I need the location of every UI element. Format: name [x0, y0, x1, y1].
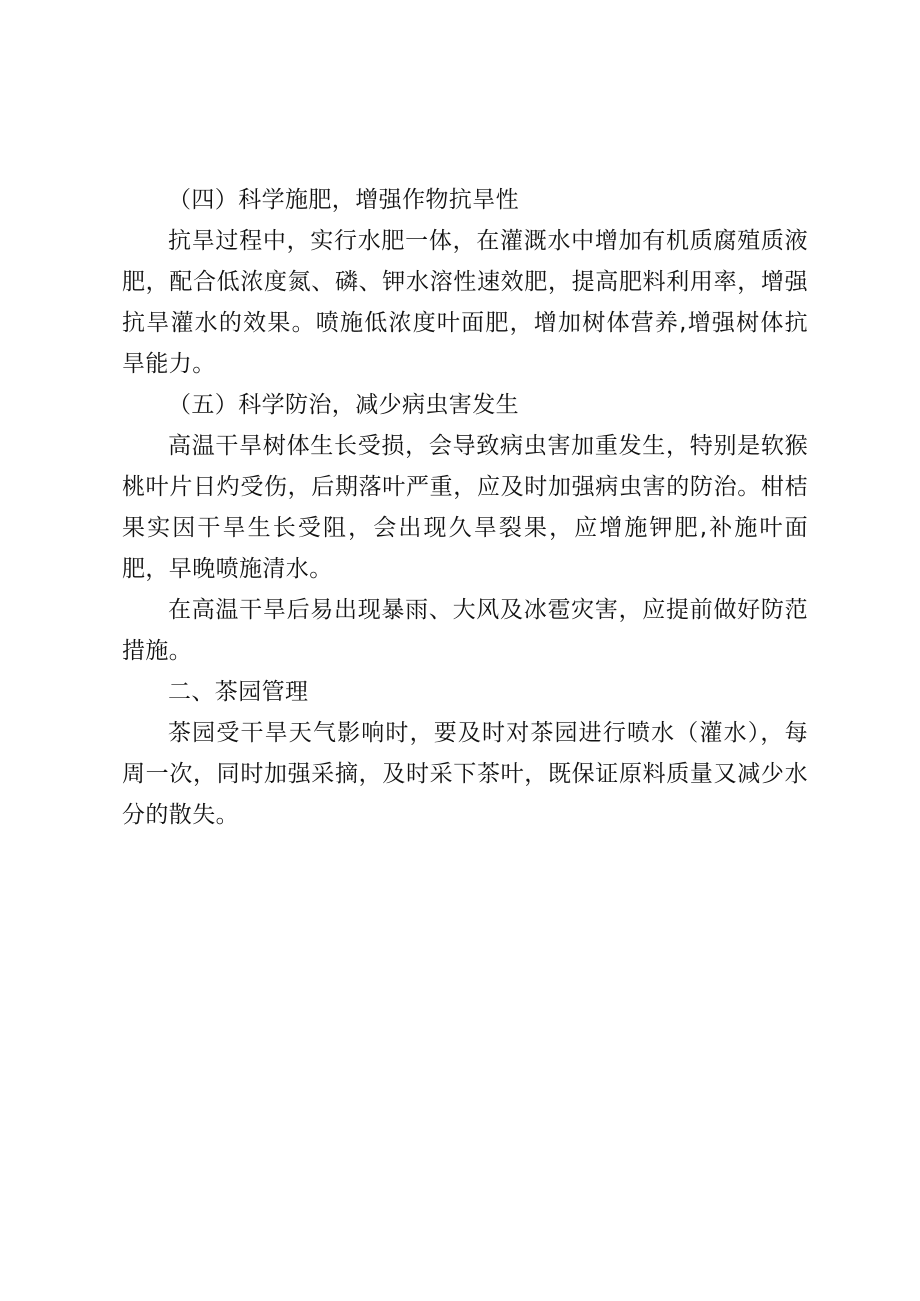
section-heading-fertilization: （四）科学施肥，增强作物抗旱性 — [168, 187, 519, 213]
section-heading-tea-garden: 二、茶园管理 — [168, 679, 309, 705]
section-heading-pest-control: （五）科学防治，减少病虫害发生 — [168, 392, 519, 418]
paragraph-tea-garden: 茶园受干旱天气影响时，要及时对茶园进行喷水（灌水），每周一次，同时加强采摘，及时采下茶叶，既保证原料质量又减少水分的散失。 — [122, 720, 808, 828]
document-body — [122, 180, 808, 836]
paragraph-disaster-prevention: 在高温干旱后易出现暴雨、大风及冰雹灾害，应提前做好防范措施。 — [122, 597, 808, 664]
paragraph-pest-control: 高温干旱树体生长受损，会导致病虫害加重发生，特别是软猴桃叶片日灼受伤，后期落叶严重，应及时加强病虫害的防治。柑桔果实因干旱生长受阻，会出现久旱裂果，应增施钾肥,补施叶面肥，早晚喷施清水。 — [122, 433, 808, 582]
paragraph-fertilization: 抗旱过程中，实行水肥一体，在灌溉水中增加有机质腐殖质液肥，配合低浓度氮、磷、钾水溶性速效肥，提高肥料利用率，增强抗旱灌水的效果。喷施低浓度叶面肥，增加树体营养,增强树体抗旱能力。 — [122, 228, 808, 377]
